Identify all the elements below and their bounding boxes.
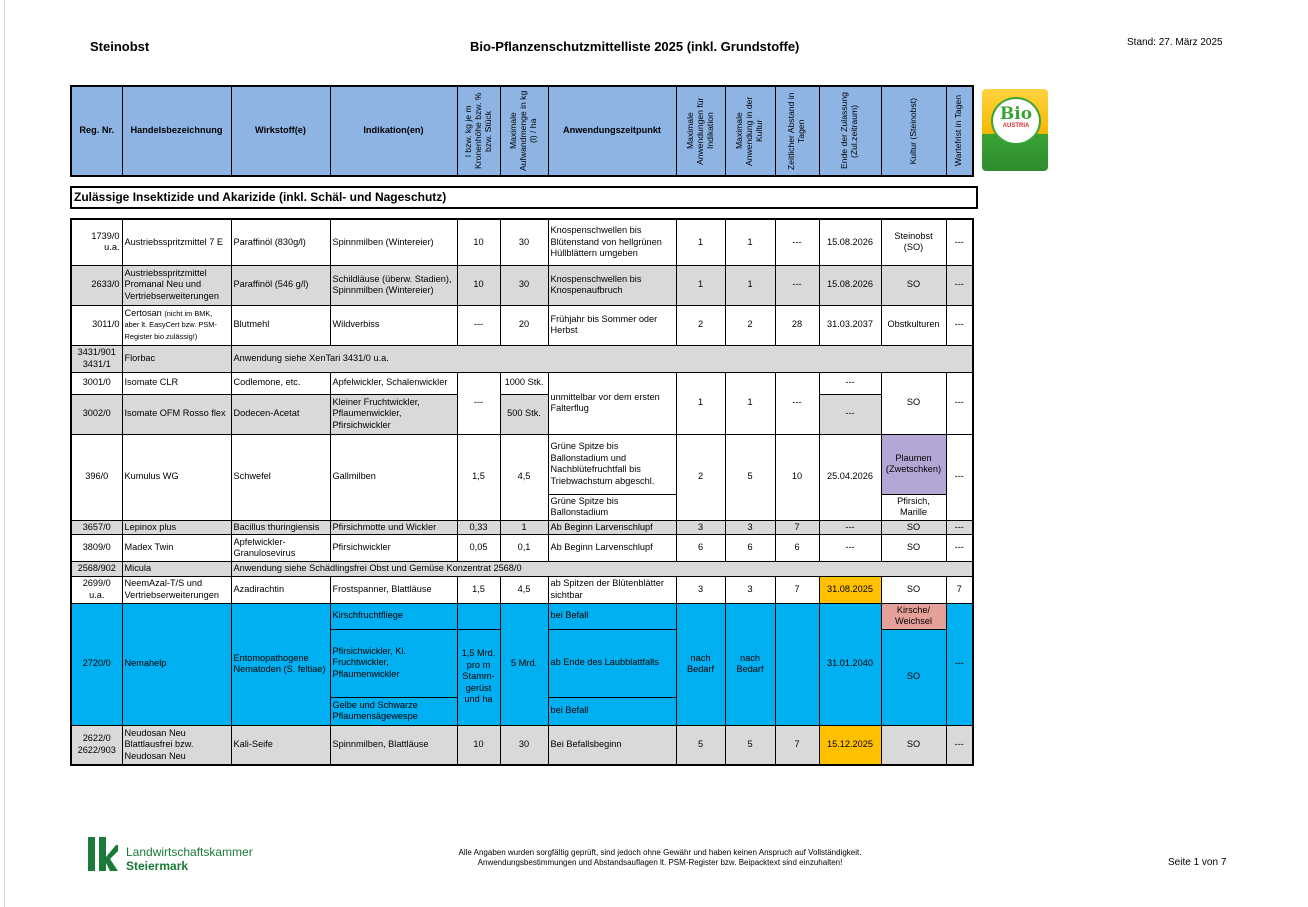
anwendungszeitpunkt: Grüne Spitze bis Ballonstadium und Nachblütefruchtfall bis Triebwachstum abgeschl. xyxy=(548,434,676,494)
indikation: Pfirsichwickler, Kl. Fruchtwickler, Pflaumenwickler xyxy=(330,629,457,697)
max-anw-ind: 2 xyxy=(676,305,725,345)
max-aufwand: 1000 Stk. xyxy=(500,372,548,394)
table-row xyxy=(71,394,973,434)
wartefrist: --- xyxy=(946,535,973,562)
abstand: 6 xyxy=(775,535,819,562)
wartefrist: --- xyxy=(946,372,973,434)
table-row xyxy=(71,576,973,603)
dose: 0,05 xyxy=(457,535,500,562)
product-name: Nemahelp xyxy=(122,603,231,725)
reg-nr: 3001/0 xyxy=(71,372,122,394)
wirkstoff: Azadirachtin xyxy=(231,576,330,603)
section-title: Zulässige Insektizide und Akarizide (inkl. Schäl- und Nageschutz) xyxy=(70,186,978,209)
max-anw-ind: 5 xyxy=(676,725,725,765)
lk-org-line2: Steiermark xyxy=(126,859,189,873)
dose: 1,5 xyxy=(457,576,500,603)
wirkstoff: Bacillus thuringiensis xyxy=(231,520,330,535)
max-aufwand: 0,1 xyxy=(500,535,548,562)
product-name xyxy=(122,305,231,345)
indikation: Pfirsichmotte und Wickler xyxy=(330,520,457,535)
product-name: Neudosan Neu Blattlausfrei bzw. Neudosan Neu xyxy=(122,725,231,765)
bio-seal-icon xyxy=(991,97,1041,145)
ende-zulassung: 15.12.2025 xyxy=(819,725,881,765)
col-max-aufwand: Maximale Aufwandmenge in kg (l) / ha xyxy=(500,86,548,176)
product-name: Isomate CLR xyxy=(122,372,231,394)
kultur: Obstkulturen xyxy=(881,305,946,345)
max-anw-ind: 1 xyxy=(676,219,725,265)
kultur: Plaumen (Zwetschken) xyxy=(881,434,946,494)
ende-zulassung: 15.08.2026 xyxy=(819,265,881,305)
kultur: SO xyxy=(881,629,946,725)
indikation: Kleiner Fruchtwickler, Pflaumenwickler, Pfirsichwickler xyxy=(330,394,457,434)
disclaimer-line2: Anwendungsbestimmungen und Abstandsauflagen lt. PSM-Register bzw. Beipacktext sind einzuhalten! xyxy=(477,858,843,868)
product-name-note: (nicht im BMK, aber lt. EasyCert bzw. PSM-Register bio zulässig!) xyxy=(124,308,217,341)
reg-nr: 2568/902 xyxy=(71,562,122,577)
product-name: Madex Twin xyxy=(122,535,231,562)
disclaimer xyxy=(420,848,900,869)
max-anw-kultur: 5 xyxy=(725,725,775,765)
anwendungszeitpunkt: Knospenschwellen bis Knospenaufbruch xyxy=(548,265,676,305)
table-row xyxy=(71,219,973,265)
max-anw-kultur: 3 xyxy=(725,520,775,535)
abstand: 28 xyxy=(775,305,819,345)
max-anw-ind: 1 xyxy=(676,372,725,434)
col-dose: l bzw. kg je m Kronenhöhe bzw. % bzw. Stück xyxy=(457,86,500,176)
wartefrist: --- xyxy=(946,265,973,305)
reg-nr: 396/0 xyxy=(71,434,122,520)
kultur: Pfirsich, Marille xyxy=(881,494,946,520)
reg-nr: 2699/0 u.a. xyxy=(71,576,122,603)
ende-zulassung: --- xyxy=(819,535,881,562)
wirkstoff: Codlemone, etc. xyxy=(231,372,330,394)
kultur: SO xyxy=(881,535,946,562)
wirkstoff: Paraffinöl (830g/l) xyxy=(231,219,330,265)
abstand: --- xyxy=(775,372,819,434)
disclaimer-line1: Alle Angaben wurden sorgfältig geprüft, sind jedoch ohne Gewähr und haben keinen Anspruch auf Vollständigkeit. xyxy=(458,848,862,857)
page-number: Seite 1 von 7 xyxy=(1168,857,1227,868)
indikation: Schildläuse (überw. Stadien), Spinnmilben (Wintereier) xyxy=(330,265,457,305)
page-title: Bio-Pflanzenschutzmittelliste 2025 (inkl. Grundstoffe) xyxy=(470,39,800,54)
wartefrist: --- xyxy=(946,305,973,345)
kultur: SO xyxy=(881,265,946,305)
ende-zulassung: --- xyxy=(819,394,881,434)
ende-zulassung: 25.04.2026 xyxy=(819,434,881,520)
indikation: Spinnmilben, Blattläuse xyxy=(330,725,457,765)
wartefrist: 7 xyxy=(946,576,973,603)
reference-note: Anwendung siehe XenTari 3431/0 u.a. xyxy=(231,345,973,372)
max-anw-kultur: 1 xyxy=(725,372,775,434)
col-max-anw-kultur: Maximale Anwendung in der Kultur xyxy=(725,86,775,176)
anwendungszeitpunkt: unmittelbar vor dem ersten Falterflug xyxy=(548,372,676,434)
abstand-empty xyxy=(775,603,819,725)
anwendungszeitpunkt: Grüne Spitze bis Ballonstadium xyxy=(548,494,676,520)
indikation: Apfelwickler, Schalenwickler xyxy=(330,372,457,394)
col-anwendungszeitpunkt: Anwendungszeitpunkt xyxy=(548,86,676,176)
ende-zulassung: 31.01.2040 xyxy=(819,603,881,725)
wartefrist: --- xyxy=(946,434,973,520)
ende-zulassung: 31.08.2025 xyxy=(819,576,881,603)
max-anw-kultur: 6 xyxy=(725,535,775,562)
table-row xyxy=(71,372,973,394)
reference-note: Anwendung siehe Schädlingsfrei Obst und Gemüse Konzentrat 2568/0 xyxy=(231,562,973,577)
table-row xyxy=(71,520,973,535)
col-ende-zulassung: Ende der Zulassung (Zul.zeitraum) xyxy=(819,86,881,176)
wirkstoff: Blutmehl xyxy=(231,305,330,345)
anwendungszeitpunkt: ab Ende des Laubblattfalls xyxy=(548,629,676,697)
abstand: 7 xyxy=(775,576,819,603)
reg-nr: 3011/0 xyxy=(71,305,122,345)
kultur: SO xyxy=(881,372,946,434)
max-anw-ind: 1 xyxy=(676,265,725,305)
stand-date: Stand: 27. März 2025 xyxy=(1127,37,1223,48)
pesticide-table xyxy=(70,218,974,766)
wartefrist: --- xyxy=(946,520,973,535)
dose: --- xyxy=(457,372,500,434)
kultur: SO xyxy=(881,725,946,765)
max-anw-ind: 3 xyxy=(676,576,725,603)
bio-sub: AUSTRIA xyxy=(1002,123,1030,129)
product-name: Lepinox plus xyxy=(122,520,231,535)
kultur: SO xyxy=(881,520,946,535)
max-anw-kultur: 2 xyxy=(725,305,775,345)
product-name: Austriebsspritzmittel 7 E xyxy=(122,219,231,265)
table-row xyxy=(71,562,973,577)
table-row xyxy=(71,535,973,562)
max-anw-kultur: 1 xyxy=(725,219,775,265)
anwendungszeitpunkt: Knospenschwellen bis Blütenstand von hellgrünen Hüllblättern umgeben xyxy=(548,219,676,265)
max-anw-kultur: nach Bedarf xyxy=(725,603,775,725)
col-max-anw-ind: Maximale Anwendungen für Indikation xyxy=(676,86,725,176)
indikation: Spinnmilben (Wintereier) xyxy=(330,219,457,265)
lk-logo-icon xyxy=(88,837,118,871)
abstand: 7 xyxy=(775,520,819,535)
indikation: Gelbe und Schwarze Pflaumensägewespe xyxy=(330,697,457,725)
dose: 10 xyxy=(457,725,500,765)
table-row xyxy=(71,345,973,372)
reg-nr: 3657/0 xyxy=(71,520,122,535)
max-aufwand: 1 xyxy=(500,520,548,535)
indikation: Pfirsichwickler xyxy=(330,535,457,562)
dose: 10 xyxy=(457,219,500,265)
category-label: Steinobst xyxy=(90,39,150,54)
reg-nr: 3809/0 xyxy=(71,535,122,562)
anwendungszeitpunkt: Ab Beginn Larvenschlupf xyxy=(548,535,676,562)
anwendungszeitpunkt: ab Spitzen der Blütenblätter sichtbar xyxy=(548,576,676,603)
product-name: Florbac xyxy=(122,345,231,372)
reg-nr: 3431/901 3431/1 xyxy=(71,345,122,372)
ende-zulassung: 31.03.2037 xyxy=(819,305,881,345)
reg-nr: 2633/0 xyxy=(71,265,122,305)
col-wirkstoff: Wirkstoff(e) xyxy=(231,86,330,176)
max-anw-ind: 2 xyxy=(676,434,725,520)
product-name: Isomate OFM Rosso flex xyxy=(122,394,231,434)
wirkstoff: Apfelwickler-Granulosevirus xyxy=(231,535,330,562)
product-name: Micula xyxy=(122,562,231,577)
max-anw-ind: nach Bedarf xyxy=(676,603,725,725)
anwendungszeitpunkt: bei Befall xyxy=(548,697,676,725)
anwendungszeitpunkt: bei Befall xyxy=(548,603,676,629)
lk-org-line1: Landwirtschaftskammer xyxy=(126,845,253,859)
product-name-main: Certosan xyxy=(124,307,162,318)
col-indikation: Indikation(en) xyxy=(330,86,457,176)
ende-zulassung: --- xyxy=(819,520,881,535)
kultur: Steinobst (SO) xyxy=(881,219,946,265)
wartefrist: --- xyxy=(946,725,973,765)
wirkstoff: Paraffinöl (546 g/l) xyxy=(231,265,330,305)
abstand: 10 xyxy=(775,434,819,520)
wirkstoff: Kali-Seife xyxy=(231,725,330,765)
wartefrist: --- xyxy=(946,219,973,265)
kultur: Kirsche/ Weichsel xyxy=(881,603,946,629)
dose-empty xyxy=(457,603,500,629)
bio-word: Bio xyxy=(999,104,1033,124)
max-aufwand: 30 xyxy=(500,219,548,265)
abstand: --- xyxy=(775,219,819,265)
max-anw-ind: 6 xyxy=(676,535,725,562)
max-aufwand: 20 xyxy=(500,305,548,345)
product-name: NeemAzal-T/S und Vertriebserweiterungen xyxy=(122,576,231,603)
col-wartefrist: Wartefrist in Tagen xyxy=(946,86,973,176)
product-name: Kumulus WG xyxy=(122,434,231,520)
kultur: SO xyxy=(881,576,946,603)
indikation: Frostspanner, Blattläuse xyxy=(330,576,457,603)
anwendungszeitpunkt: Bei Befallsbeginn xyxy=(548,725,676,765)
max-aufwand: 30 xyxy=(500,725,548,765)
max-aufwand: 30 xyxy=(500,265,548,305)
table-row xyxy=(71,603,973,629)
column-header-table xyxy=(70,85,974,177)
table-row xyxy=(71,265,973,305)
wirkstoff: Entomopathogene Nematoden (S. feltiae) xyxy=(231,603,330,725)
max-aufwand: 5 Mrd. xyxy=(500,603,548,725)
table-row xyxy=(71,305,973,345)
table-row xyxy=(71,725,973,765)
reg-nr: 2622/0 2622/903 xyxy=(71,725,122,765)
reg-nr: 2720/0 xyxy=(71,603,122,725)
col-abstand: Zeitlicher Abstand in Tagen xyxy=(775,86,819,176)
col-reg: Reg. Nr. xyxy=(71,86,122,176)
indikation: Kirschfruchtfliege xyxy=(330,603,457,629)
anwendungszeitpunkt: Ab Beginn Larvenschlupf xyxy=(548,520,676,535)
indikation: Gallmilben xyxy=(330,434,457,520)
max-anw-kultur: 3 xyxy=(725,576,775,603)
table-row xyxy=(71,434,973,494)
ende-zulassung: 15.08.2026 xyxy=(819,219,881,265)
max-aufwand: 4,5 xyxy=(500,434,548,520)
product-name: Austriebsspritzmittel Promanal Neu und Vertriebserweiterungen xyxy=(122,265,231,305)
max-anw-kultur: 5 xyxy=(725,434,775,520)
wartefrist: --- xyxy=(946,603,973,725)
page-edge xyxy=(4,0,5,907)
max-aufwand: 4,5 xyxy=(500,576,548,603)
dose: 1,5 xyxy=(457,434,500,520)
reg-nr: 3002/0 xyxy=(71,394,122,434)
ende-zulassung: --- xyxy=(819,372,881,394)
abstand: 7 xyxy=(775,725,819,765)
anwendungszeitpunkt: Frühjahr bis Sommer oder Herbst xyxy=(548,305,676,345)
bio-austria-logo xyxy=(982,89,1048,171)
abstand: --- xyxy=(775,265,819,305)
col-kultur: Kultur (Steinobst) xyxy=(881,86,946,176)
dose: 0,33 xyxy=(457,520,500,535)
reg-nr: 1739/0 u.a. xyxy=(71,219,122,265)
col-handelsbezeichnung: Handelsbezeichnung xyxy=(122,86,231,176)
max-anw-ind: 3 xyxy=(676,520,725,535)
wirkstoff: Dodecen-Acetat xyxy=(231,394,330,434)
wirkstoff: Schwefel xyxy=(231,434,330,520)
max-anw-kultur: 1 xyxy=(725,265,775,305)
dose: --- xyxy=(457,305,500,345)
max-aufwand: 500 Stk. xyxy=(500,394,548,434)
dose: 10 xyxy=(457,265,500,305)
indikation: Wildverbiss xyxy=(330,305,457,345)
dose: 1,5 Mrd. pro m Stamm-gerüst und ha xyxy=(457,629,500,725)
